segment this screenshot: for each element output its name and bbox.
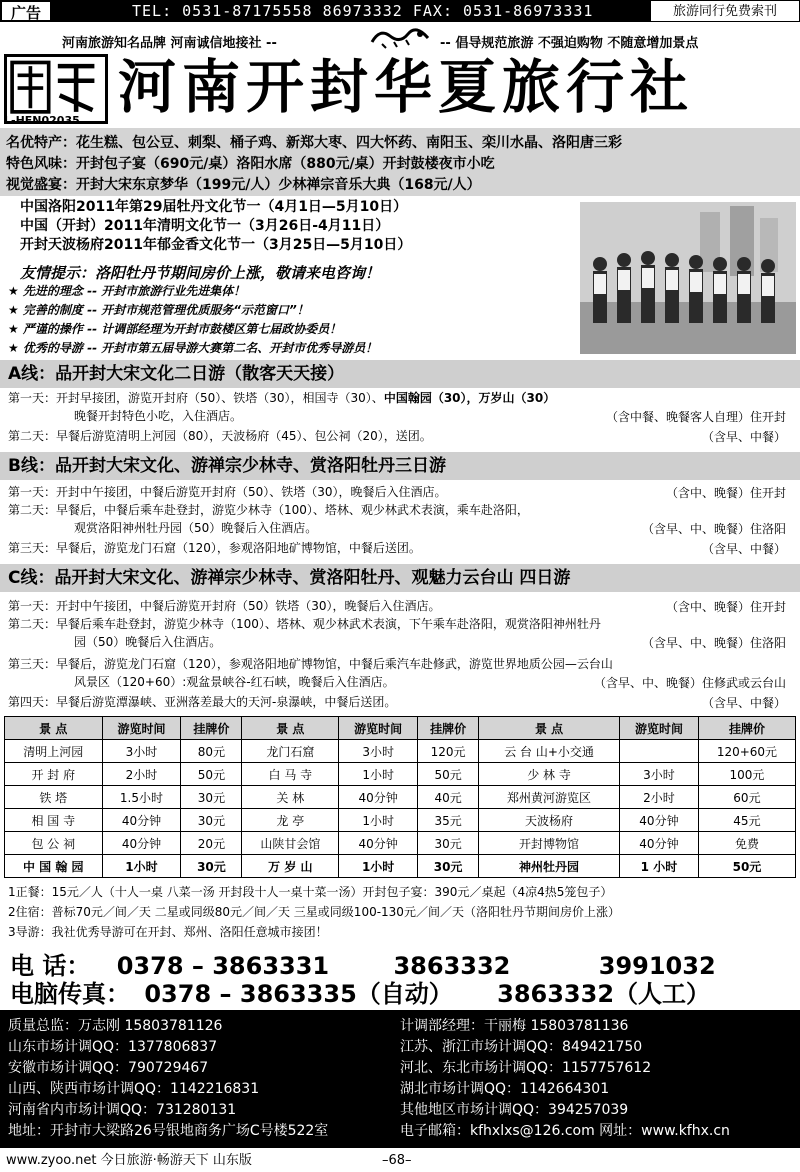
route-c-day1: 第一天：开封中午接团，中餐后游览开封府（50）铁塔（30），晚餐后入住酒店。 bbox=[8, 599, 441, 613]
table-cell: 天波杨府 bbox=[479, 809, 620, 832]
table-header: 挂牌价 bbox=[418, 717, 479, 740]
contacts-box bbox=[0, 1010, 800, 1148]
route-c-day4: 第四天：早餐后游览潭瀑峡、亚洲落差最大的天河-泉瀑峡，中餐后送团。 bbox=[8, 695, 397, 709]
table-row bbox=[5, 832, 796, 855]
agency-name: 河南开封华夏旅行社 bbox=[118, 53, 695, 121]
fax-row bbox=[10, 974, 710, 1009]
route-b-day2-cont: 观赏洛阳神州牡丹园（50）晚餐后入住酒店。 bbox=[74, 521, 318, 535]
table-header: 游览时间 bbox=[102, 717, 181, 740]
table-cell: 1 小时 bbox=[620, 855, 699, 878]
ad-label: 广告 bbox=[0, 0, 52, 22]
route-b-title: B线：品开封大宋文化、游禅宗少林寺、赏洛阳牡丹三日游 bbox=[0, 452, 800, 480]
contact-item: 湖北市场计调QQ：1142664301 bbox=[400, 1081, 610, 1097]
special-products: 名优特产：花生糕、包公豆、刺梨、桶子鸡、新郑大枣、四大怀药、南阳玉、栾川水晶、洛阳唐三彩 bbox=[6, 135, 622, 151]
table-cell: 50元 bbox=[698, 855, 795, 878]
route-b-day2: 第二天：早餐后，中餐后乘车赴登封，游览少林寺（100）、塔林、观少林武术表演，乘车赴洛阳， bbox=[8, 503, 529, 517]
route-b-day1-note: （含中、晚餐）住开封 bbox=[665, 486, 786, 500]
contact-item: 山东市场计调QQ：1377806837 bbox=[8, 1039, 218, 1055]
table-cell: 3小时 bbox=[339, 740, 418, 763]
honor-item: ★ 严谨的操作 -- 计调部经理为开封市鼓楼区第七届政协委员！ bbox=[8, 322, 342, 336]
slogan-right: -- 倡导规范旅游 不强迫购物 不随意增加景点 bbox=[440, 36, 699, 51]
table-cell: 3小时 bbox=[620, 763, 699, 786]
table-cell: 80元 bbox=[181, 740, 242, 763]
service-notes bbox=[8, 882, 620, 942]
page-number: –68– bbox=[382, 1153, 412, 1168]
free-index-label: 旅游同行免费索刊 bbox=[650, 0, 800, 22]
route-c-day3-note: （含早、中、晚餐）住修武或云台山 bbox=[593, 676, 786, 690]
license-code: L-HEN02035 bbox=[4, 114, 80, 127]
top-bar bbox=[0, 0, 800, 22]
route-c-day2: 第二天：早餐后乘车赴登封，游览少林寺（100）、塔林、观少林武术表演，下午乘车赴洛阳，观赏洛阳神州牡丹 bbox=[8, 617, 601, 631]
fax-number: 0378 – 3863335（自动） bbox=[144, 980, 453, 1008]
honor-list bbox=[8, 282, 377, 358]
festival-item: 中国洛阳2011年第29届牡丹文化节一（4月1日—5月10日） bbox=[20, 199, 408, 215]
note-meals: 1正餐：15元／人（十人一桌 八菜一汤 开封段十人一桌十菜一汤）开封包子宴：390元／桌起（4凉4热5笼包子） bbox=[8, 885, 613, 899]
table-row bbox=[5, 786, 796, 809]
table-cell: 山陕甘会馆 bbox=[242, 832, 339, 855]
table-cell: 开 封 府 bbox=[5, 763, 103, 786]
route-c-day3: 第三天：早餐后，游览龙门石窟（120），参观洛阳地矿博物馆，中餐后乘汽车赴修武，游览世界地质公园—云台山 bbox=[8, 657, 613, 671]
table-cell: 龙 亭 bbox=[242, 809, 339, 832]
contacts-right bbox=[400, 1016, 730, 1142]
note-guide: 3导游：我社优秀导游可在开封、郑州、洛阳任意城市接团！ bbox=[8, 925, 328, 939]
table-cell: 清明上河园 bbox=[5, 740, 103, 763]
route-a-day1-cont: 晚餐开封特色小吃，入住酒店。 bbox=[74, 409, 243, 423]
route-b-day3: 第三天：早餐后，游览龙门石窟（120），参观洛阳地矿博物馆，中餐后送团。 bbox=[8, 541, 421, 555]
table-cell: 开封博物馆 bbox=[479, 832, 620, 855]
contacts-left bbox=[8, 1016, 328, 1142]
table-header: 挂牌价 bbox=[181, 717, 242, 740]
table-cell: 神州牡丹园 bbox=[479, 855, 620, 878]
table-cell: 120元 bbox=[418, 740, 479, 763]
phone-number: 0378 – 3863331 bbox=[116, 952, 330, 980]
table-row bbox=[5, 763, 796, 786]
table-row bbox=[5, 855, 796, 878]
route-c-title: C线：品开封大宋文化、游禅宗少林寺、赏洛阳牡丹、观魅力云台山 四日游 bbox=[0, 564, 800, 592]
table-cell: 35元 bbox=[418, 809, 479, 832]
contact-item: 山西、陕西市场计调QQ：1142216831 bbox=[8, 1081, 260, 1097]
table-cell: 1小时 bbox=[339, 809, 418, 832]
contact-item: 其他地区市场计调QQ：394257039 bbox=[400, 1102, 629, 1118]
table-header: 景 点 bbox=[242, 717, 339, 740]
address: 地址：开封市大梁路26号银地商务广场C号楼522室 bbox=[8, 1123, 329, 1139]
table-cell: 45元 bbox=[698, 809, 795, 832]
table-header: 挂牌价 bbox=[698, 717, 795, 740]
table-cell: 1小时 bbox=[339, 763, 418, 786]
table-cell: 30元 bbox=[181, 855, 242, 878]
table-header: 景 点 bbox=[479, 717, 620, 740]
table-cell: 关 林 bbox=[242, 786, 339, 809]
staff-group-photo bbox=[580, 202, 796, 354]
publication-site: www.zyoo.net 今日旅游·畅游天下 山东版 bbox=[6, 1153, 252, 1168]
note-hotel: 2住宿：普标70元／间／天 二星或同级80元／间／天 三星或同级100-130元／间／天（洛阳牡丹节期间房价上涨） bbox=[8, 905, 620, 919]
table-cell: 30元 bbox=[418, 832, 479, 855]
bottom-strip bbox=[0, 1150, 800, 1172]
dragon-icon bbox=[370, 24, 430, 50]
contact-item: 河南省内市场计调QQ：731280131 bbox=[8, 1102, 237, 1118]
table-header: 游览时间 bbox=[620, 717, 699, 740]
contact-item: 江苏、浙江市场计调QQ：849421750 bbox=[400, 1039, 643, 1055]
honor-item: ★ 完善的制度 -- 开封市规范管理优质服务“示范窗口”！ bbox=[8, 303, 309, 317]
table-cell: 云 台 山+小交通 bbox=[479, 740, 620, 763]
contact-item: 计调部经理：干丽梅 15803781136 bbox=[400, 1018, 629, 1034]
phone-number: 3991032 bbox=[598, 952, 716, 980]
phone-label: 电 话： bbox=[10, 952, 91, 980]
special-food: 特色风味：开封包子宴（690元/桌）洛阳水席（880元/桌）开封鼓楼夜市小吃 bbox=[6, 156, 495, 172]
table-cell: 100元 bbox=[698, 763, 795, 786]
table-header: 景 点 bbox=[5, 717, 103, 740]
phone-number: 3863332 bbox=[393, 952, 511, 980]
table-cell: 40分钟 bbox=[620, 809, 699, 832]
route-b-day1: 第一天：开封中午接团，中餐后游览开封府（50）、铁塔（30），晚餐后入住酒店。 bbox=[8, 485, 447, 499]
route-a-day2: 第二天：早餐后游览清明上河园（80），天波杨府（45）、包公祠（20），送团。 bbox=[8, 429, 432, 443]
contact-item: 安徽市场计调QQ：790729467 bbox=[8, 1060, 209, 1076]
table-cell: 40分钟 bbox=[339, 832, 418, 855]
table-cell: 2小时 bbox=[102, 763, 181, 786]
fax-number: 3863332（人工） bbox=[497, 980, 711, 1008]
table-cell: 少 林 寺 bbox=[479, 763, 620, 786]
email-website: 电子邮箱：kfhxlxs@126.com 网址：www.kfhx.cn bbox=[400, 1123, 730, 1139]
table-cell: 3小时 bbox=[102, 740, 181, 763]
table-header: 游览时间 bbox=[339, 717, 418, 740]
table-cell: 包 公 祠 bbox=[5, 832, 103, 855]
route-c-day2-cont: 园（50）晚餐后入住酒店。 bbox=[74, 635, 222, 649]
table-cell: 50元 bbox=[418, 763, 479, 786]
table-cell: 白 马 寺 bbox=[242, 763, 339, 786]
route-c-day1-note: （含中、晚餐）住开封 bbox=[665, 600, 786, 614]
table-cell: 相 国 寺 bbox=[5, 809, 103, 832]
table-cell: 30元 bbox=[181, 809, 242, 832]
table-cell: 40分钟 bbox=[620, 832, 699, 855]
honor-item: ★ 优秀的导游 -- 开封市第五届导游大赛第二名、开封市优秀导游员！ bbox=[8, 341, 378, 355]
contact-line: TEL: 0531-87175558 86973332 FAX: 0531-86973331 bbox=[132, 2, 594, 20]
special-shows: 视觉盛宴：开封大宋东京梦华（199元/人）少林禅宗音乐大典（168元/人） bbox=[6, 177, 481, 193]
route-c-day4-note: （含早、中餐） bbox=[701, 696, 786, 710]
table-cell: 30元 bbox=[181, 786, 242, 809]
festival-item: 开封天波杨府2011年郁金香文化节一（3月25日—5月10日） bbox=[20, 237, 412, 253]
table-cell: 郑州黄河游览区 bbox=[479, 786, 620, 809]
table-cell: 40分钟 bbox=[102, 809, 181, 832]
table-row bbox=[5, 809, 796, 832]
contact-item: 质量总监：万志刚 15803781126 bbox=[8, 1018, 223, 1034]
fax-label: 电脑传真： bbox=[10, 980, 130, 1008]
slogan-left: 河南旅游知名品牌 河南诚信地接社 -- bbox=[62, 36, 277, 51]
table-cell: 1小时 bbox=[102, 855, 181, 878]
table-cell bbox=[620, 740, 699, 763]
table-cell: 1小时 bbox=[339, 855, 418, 878]
table-row bbox=[5, 740, 796, 763]
table-cell: 20元 bbox=[181, 832, 242, 855]
route-a-day1: 第一天：开封早接团，游览开封府（50）、铁塔（30），相国寺（30）、中国翰园（30），万岁山（30） bbox=[8, 391, 556, 405]
friendly-tip: 友情提示：洛阳牡丹节期间房价上涨，敬请来电咨询！ bbox=[20, 264, 381, 282]
table-cell: 铁 塔 bbox=[5, 786, 103, 809]
attraction-price-table bbox=[4, 716, 796, 878]
route-b-day2-note: （含早、中、晚餐）住洛阳 bbox=[641, 522, 786, 536]
festival-item: 中国（开封）2011年清明文化节一（3月26日-4月11日） bbox=[20, 218, 390, 234]
table-cell: 龙门石窟 bbox=[242, 740, 339, 763]
table-cell: 40元 bbox=[418, 786, 479, 809]
table-cell: 中 国 翰 园 bbox=[5, 855, 103, 878]
route-b-day3-note: （含早、中餐） bbox=[701, 542, 786, 556]
table-header-row bbox=[5, 717, 796, 740]
table-cell: 免费 bbox=[698, 832, 795, 855]
table-cell: 40分钟 bbox=[102, 832, 181, 855]
contact-item: 河北、东北市场计调QQ：1157757612 bbox=[400, 1060, 652, 1076]
table-cell: 40分钟 bbox=[339, 786, 418, 809]
table-cell: 万 岁 山 bbox=[242, 855, 339, 878]
table-cell: 120+60元 bbox=[698, 740, 795, 763]
table-cell: 60元 bbox=[698, 786, 795, 809]
table-cell: 30元 bbox=[418, 855, 479, 878]
table-cell: 50元 bbox=[181, 763, 242, 786]
honor-item: ★ 先进的理念 -- 开封市旅游行业先进集体！ bbox=[8, 284, 246, 298]
specials-bar bbox=[0, 128, 800, 196]
route-a-day1-note: （含中餐、晚餐客人自理）住开封 bbox=[605, 410, 786, 424]
route-a-title: A线：品开封大宋文化二日游（散客天天接） bbox=[0, 360, 800, 388]
table-cell: 2小时 bbox=[620, 786, 699, 809]
festival-list bbox=[20, 198, 411, 255]
table-cell: 1.5小时 bbox=[102, 786, 181, 809]
route-c-day2-note: （含早、中、晚餐）住洛阳 bbox=[641, 636, 786, 650]
route-c-day3-cont: 风景区（120+60）:观盆景峡谷-红石峡，晚餐后入住酒店。 bbox=[74, 675, 395, 689]
route-a-day2-note: （含早、中餐） bbox=[701, 430, 786, 444]
